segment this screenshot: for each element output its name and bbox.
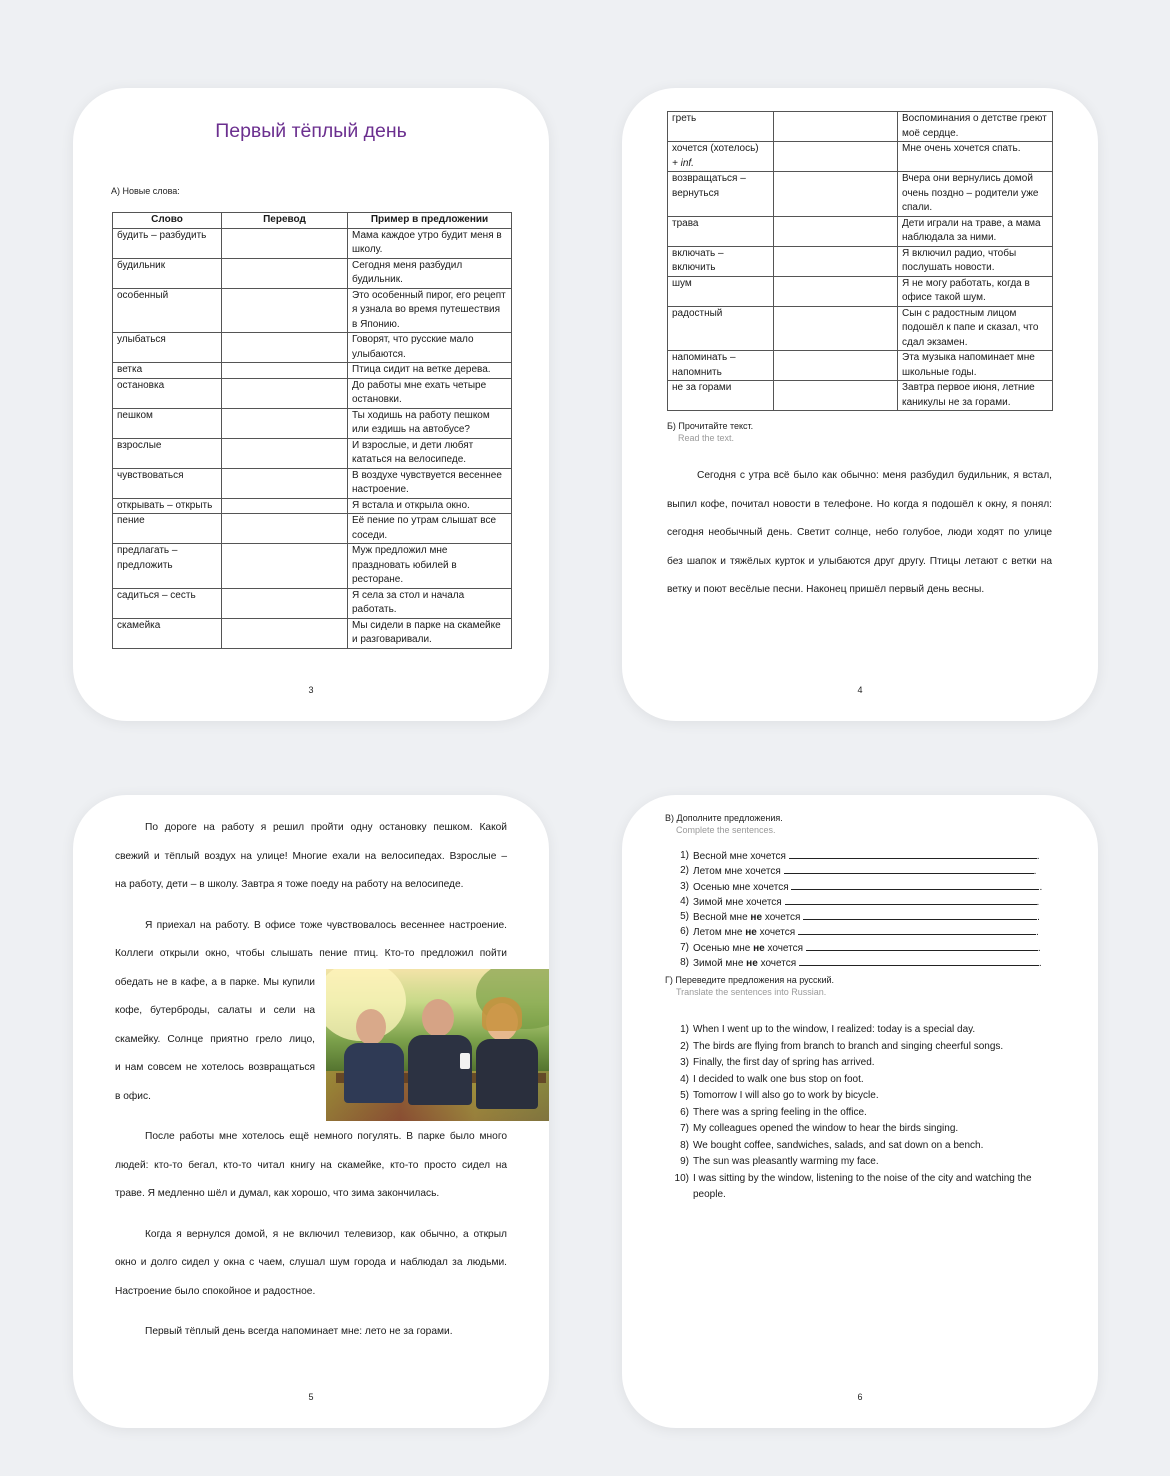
list-item: 4) Зимой мне хочется .: [665, 895, 1055, 910]
vocabulary-table-continued: [667, 111, 1053, 411]
word-text: особенный: [117, 289, 169, 301]
translation-cell[interactable]: [774, 276, 898, 306]
word-text: не за горами: [672, 382, 732, 393]
word-cell: [113, 378, 222, 408]
word-text: ветка: [117, 364, 143, 375]
header-word: Слово: [113, 213, 222, 229]
example-cell: Я встала и открыла окно.: [348, 498, 512, 514]
example-cell: Сегодня меня разбудил будильник.: [348, 258, 512, 288]
section-v-label: [665, 813, 783, 835]
table-row: [113, 468, 512, 498]
word-cell: [113, 333, 222, 363]
word-text: возвращаться – вернуться: [672, 173, 746, 199]
translation-cell[interactable]: [774, 172, 898, 217]
page-number: 5: [308, 1392, 314, 1402]
sentence-text: Tomorrow I will also go to work by bicycle.: [693, 1090, 879, 1101]
list-item: [665, 1072, 1055, 1089]
sentence-text: Finally, the first day of spring has arrived.: [693, 1057, 875, 1068]
example-cell: До работы мне ехать четыре остановки.: [348, 378, 512, 408]
word-text: садиться – сесть: [117, 589, 196, 601]
list-item: 7) Осенью мне не хочется .: [665, 941, 1055, 956]
text-line: ветку и поют весёлые песни. Наконец пришёл первый день весны.: [667, 584, 985, 595]
text-line: кофе, бутерброды, салаты и сели на: [115, 1005, 315, 1016]
table-row: [113, 498, 512, 514]
sentence-text: I decided to walk one bus stop on foot.: [693, 1073, 864, 1085]
translation-cell[interactable]: [222, 378, 348, 408]
table-row: [668, 142, 1053, 172]
translation-cell[interactable]: [774, 306, 898, 351]
item-number: 9): [680, 1156, 689, 1167]
list-item: [665, 1121, 1055, 1138]
translation-cell[interactable]: [222, 408, 348, 438]
negation: не: [745, 927, 757, 939]
word-text: напоминать – напомнить: [672, 352, 736, 378]
list-item: [665, 1039, 1055, 1056]
page-5: [73, 795, 549, 1428]
word-cell: [113, 468, 222, 498]
answer-blank[interactable]: [806, 941, 1038, 951]
sentence-text: When I went up to the window, I realized: today is a special day.: [693, 1024, 976, 1035]
item-number: 2): [680, 1040, 689, 1052]
word-cell: [668, 216, 774, 246]
sentence-start: Зимой мне: [693, 896, 744, 908]
table-row: [113, 258, 512, 288]
word-cell: [113, 363, 222, 379]
text-line: выпил кофе, почитал новости в телефоне. Но когда я подошёл к окну, я понял:: [667, 498, 1052, 510]
table-row: [113, 544, 512, 589]
sentence-start: Зимой мне: [693, 958, 744, 970]
text-line: Настроение было спокойное и радостное.: [115, 1285, 316, 1297]
header-example: Пример в предложении: [348, 213, 512, 229]
table-row: [668, 246, 1053, 276]
example-cell: Ты ходишь на работу пешком или ездишь на автобусе?: [348, 408, 512, 438]
translation-cell[interactable]: [222, 438, 348, 468]
item-number: 1): [680, 850, 689, 861]
table-row: [113, 514, 512, 544]
word-text: греть: [672, 113, 697, 124]
text-line: без шапок и тяжёлых курток и улыбаются друг другу. Птицы летают с ветки на: [667, 555, 1052, 567]
word-cell: [113, 408, 222, 438]
translation-cell[interactable]: [222, 498, 348, 514]
word-text: будить – разбудить: [117, 229, 207, 241]
sentence-text: We bought coffee, sandwiches, salads, and sat down on a bench.: [693, 1139, 984, 1151]
verb: хочется: [750, 851, 786, 862]
item-number: 6): [680, 926, 689, 938]
translation-cell[interactable]: [774, 351, 898, 381]
word-text: взрослые: [117, 439, 162, 451]
table-row: [668, 276, 1053, 306]
example-cell: Муж предложил мне праздновать юбилей в ресторане.: [348, 544, 512, 589]
translation-cell[interactable]: [222, 228, 348, 258]
complete-sentences-list: [665, 849, 1055, 971]
word-cell: [113, 438, 222, 468]
table-header-row: [113, 213, 512, 229]
word-cell: [113, 498, 222, 514]
table-row: [113, 288, 512, 333]
answer-blank[interactable]: [789, 849, 1037, 859]
table-row: [113, 378, 512, 408]
verb: хочется: [759, 927, 796, 939]
page-number: 6: [857, 1392, 863, 1402]
table-row: [113, 363, 512, 379]
example-cell: Дети играли на траве, а мама наблюдала за ними.: [898, 216, 1053, 246]
sentence-start: Летом мне: [693, 866, 743, 878]
negation: не: [746, 958, 758, 970]
word-text: скамейка: [117, 619, 161, 631]
page-3: [73, 88, 549, 721]
text-line: свежий и тёплый воздух на улице! Многие ехали на велосипедах. Взрослые –: [115, 850, 507, 862]
word-text: открывать – открыть: [117, 499, 213, 511]
table-row: [668, 112, 1053, 142]
example-cell: И взрослые, и дети любят кататься на велосипеде.: [348, 438, 512, 468]
page-number: 4: [857, 685, 863, 695]
page-4: [622, 88, 1098, 721]
text-line: Я приехал на работу. В офисе тоже чувствовалось весеннее настроение.: [145, 919, 507, 931]
list-item: 8) Зимой мне не хочется .: [665, 956, 1055, 971]
translation-cell[interactable]: [774, 216, 898, 246]
text-line: траве. Я медленно шёл и думал, как хорошо, что зима закончилась.: [115, 1188, 440, 1199]
answer-blank[interactable]: [784, 864, 1034, 874]
page-title: Первый тёплый день: [215, 120, 407, 142]
word-cell: [113, 618, 222, 648]
translation-cell[interactable]: [222, 588, 348, 618]
item-number: 3): [680, 1057, 689, 1068]
word-text: чувствоваться: [117, 469, 184, 481]
table-row: [668, 381, 1053, 411]
park-photo: [326, 969, 549, 1121]
sentence-text: I was sitting by the window, listening to the noise of the city and watching the people.: [693, 1172, 1032, 1200]
list-item: 2) Летом мне хочется .: [665, 864, 1055, 879]
section-v-english: Complete the sentences.: [676, 825, 776, 835]
text-line: После работы мне хотелось ещё немного погулять. В парке было много: [145, 1131, 507, 1142]
list-item: 3) Осенью мне хочется .: [665, 880, 1055, 895]
example-cell: Мне очень хочется спать.: [898, 142, 1053, 172]
item-number: 1): [680, 1024, 689, 1035]
negation: не: [750, 912, 763, 924]
item-number: 8): [680, 957, 689, 969]
list-item: 5) Весной мне не хочется .: [665, 910, 1055, 925]
word-text: радостный: [672, 307, 723, 319]
item-number: 3): [680, 880, 689, 892]
answer-blank[interactable]: [798, 925, 1036, 935]
reading-text: [667, 462, 1052, 605]
translation-cell[interactable]: [774, 246, 898, 276]
translation-cell[interactable]: [222, 468, 348, 498]
example-cell: Я не могу работать, когда в офисе такой шум.: [898, 276, 1053, 306]
table-row: [668, 172, 1053, 217]
list-item: [665, 1055, 1055, 1072]
translation-cell[interactable]: [222, 333, 348, 363]
word-text: остановка: [117, 379, 165, 391]
word-text: хочется (хотелось): [672, 143, 759, 154]
translate-sentences-list: [665, 1022, 1055, 1204]
item-number: 4): [680, 1073, 689, 1085]
word-text: будильник: [117, 259, 166, 271]
translation-cell[interactable]: [222, 288, 348, 333]
text-line: Сегодня с утра всё было как обычно: меня разбудил будильник, я встал,: [697, 470, 1052, 481]
word-cell: [668, 306, 774, 351]
translation-cell[interactable]: [222, 618, 348, 648]
verb: хочется: [746, 896, 782, 908]
text-line: По дороге на работу я решил пройти одну остановку пешком. Какой: [145, 822, 507, 833]
word-cell: [113, 514, 222, 544]
translation-cell[interactable]: [222, 514, 348, 544]
sentence-start: Осенью мне: [693, 881, 751, 893]
example-cell: Вчера они вернулись домой очень поздно – родители уже спали.: [898, 172, 1053, 217]
example-cell: Мы сидели в парке на скамейке и разговаривали.: [348, 618, 512, 648]
answer-blank[interactable]: [799, 956, 1039, 966]
text-line: Когда я вернулся домой, я не включил телевизор, как обычно, а открыл: [145, 1228, 507, 1240]
word-text: шум: [672, 277, 692, 289]
verb: хочется: [764, 912, 801, 924]
item-number: 2): [680, 865, 689, 877]
item-number: 5): [680, 911, 689, 923]
word-cell: [668, 381, 774, 411]
word-cell: [668, 246, 774, 276]
word-text: улыбаться: [117, 334, 166, 345]
text-line: окно и долго сидел у окна с чаем, слушал шум города и наблюдал за людьми.: [115, 1257, 507, 1268]
word-cell: [668, 351, 774, 381]
verb: хочется: [753, 881, 789, 893]
example-cell: Сын с радостным лицом подошёл к папе и сказал, что сдал экзамен.: [898, 306, 1053, 351]
item-number: 5): [680, 1090, 689, 1101]
example-cell: Эта музыка напоминает мне школьные годы.: [898, 351, 1053, 381]
item-number: 7): [680, 941, 689, 953]
example-cell: Мама каждое утро будит меня в школу.: [348, 228, 512, 258]
translation-cell[interactable]: [774, 112, 898, 142]
section-g-title: Г) Переведите предложения на русский.: [665, 975, 835, 985]
list-item: [665, 1154, 1055, 1171]
example-cell: Её пение по утрам слышат все соседи.: [348, 514, 512, 544]
list-item: [665, 1105, 1055, 1122]
word-cell: [668, 112, 774, 142]
answer-blank[interactable]: [791, 880, 1039, 890]
text-line: скамейку. Солнце приятно грело лицо,: [115, 1033, 315, 1045]
section-b-label: [667, 421, 753, 443]
text-line: в офис.: [115, 1090, 151, 1102]
example-cell: Завтра первое июня, летние каникулы не за горами.: [898, 381, 1053, 411]
answer-blank[interactable]: [803, 910, 1037, 920]
sentence-start: Летом мне: [693, 927, 743, 939]
translation-cell[interactable]: [222, 258, 348, 288]
text-line: Первый тёплый день всегда напоминает мне: лето не за горами.: [145, 1326, 453, 1337]
translation-cell[interactable]: [774, 142, 898, 172]
section-g-label: [665, 975, 834, 997]
translation-cell[interactable]: [774, 381, 898, 411]
list-item: [665, 1022, 1055, 1039]
example-cell: Воспоминания о детстве греют моё сердце.: [898, 112, 1053, 142]
item-number: 4): [680, 895, 689, 907]
page-6: [622, 795, 1098, 1428]
verb: хочется: [745, 866, 781, 878]
table-row: [113, 618, 512, 648]
section-a-label: А) Новые слова:: [111, 186, 180, 196]
vocabulary-table: [112, 212, 512, 649]
text-line: и нам совсем не хотелось возвращаться: [115, 1062, 315, 1073]
word-cell: [668, 172, 774, 217]
verb: хочется: [760, 958, 797, 970]
verb: хочется: [767, 942, 804, 954]
word-cell: [113, 258, 222, 288]
sentence-text: My colleagues opened the window to hear the birds singing.: [693, 1123, 959, 1134]
table-row: [113, 228, 512, 258]
word-cell: [668, 276, 774, 306]
header-translation: Перевод: [222, 213, 348, 229]
example-cell: Это особенный пирог, его рецепт я узнала во время путешествия в Японию.: [348, 288, 512, 333]
section-v-title: В) Дополните предложения.: [665, 813, 783, 823]
item-number: 8): [680, 1139, 689, 1151]
word-cell: [113, 544, 222, 589]
section-b-english: Read the text.: [678, 433, 735, 443]
negation: не: [753, 942, 765, 954]
list-item: [665, 1171, 1055, 1204]
item-number: 7): [680, 1123, 689, 1134]
example-cell: Птица сидит на ветке дерева.: [348, 363, 512, 379]
sentence-text: The birds are flying from branch to branch and singing cheerful songs.: [693, 1040, 1004, 1052]
list-item: 1) Весной мне хочется .: [665, 849, 1055, 864]
word-extra: + inf.: [672, 157, 694, 169]
word-cell: [668, 142, 774, 172]
list-item: [665, 1138, 1055, 1155]
section-b-title: Б) Прочитайте текст.: [667, 421, 754, 431]
answer-blank[interactable]: [785, 895, 1037, 905]
sentence-start: Весной мне: [693, 912, 748, 924]
table-row: [113, 588, 512, 618]
example-cell: Я включил радио, чтобы послушать новости.: [898, 246, 1053, 276]
list-item: [665, 1088, 1055, 1105]
table-row: [668, 216, 1053, 246]
example-cell: В воздухе чувствуется весеннее настроение.: [348, 468, 512, 498]
item-number: 10): [674, 1172, 689, 1184]
translation-cell[interactable]: [222, 544, 348, 589]
word-cell: [113, 588, 222, 618]
sentence-text: There was a spring feeling in the office.: [693, 1106, 867, 1118]
text-line: на работу, дети – в школу. Завтра я тоже поеду на работу на велосипеде.: [115, 879, 464, 890]
table-row: [113, 408, 512, 438]
text-line: Коллеги открыли окно, чтобы слышать пение птиц. Кто-то предложил пойти: [115, 948, 507, 959]
table-row: [113, 333, 512, 363]
section-g-english: Translate the sentences into Russian.: [676, 987, 827, 997]
item-number: 6): [680, 1106, 689, 1118]
sentence-text: The sun was pleasantly warming my face.: [693, 1156, 879, 1167]
text-line: сегодня необычный день. Светит солнце, небо голубое, люди ходят по улице: [667, 527, 1052, 538]
sentence-start: Весной мне: [693, 851, 748, 862]
word-cell: [113, 228, 222, 258]
text-line: обедать не в кафе, а в парке. Мы купили: [115, 976, 315, 988]
table-row: [668, 306, 1053, 351]
example-cell: Я села за стол и начала работать.: [348, 588, 512, 618]
list-item: 6) Летом мне не хочется .: [665, 925, 1055, 940]
word-text: трава: [672, 217, 699, 229]
page-number: 3: [308, 685, 314, 695]
word-text: предлагать – предложить: [117, 545, 178, 571]
word-cell: [113, 288, 222, 333]
text-line: людей: кто-то бегал, кто-то читал книгу на скамейке, кто-то просто сидел на: [115, 1159, 507, 1171]
example-cell: Говорят, что русские мало улыбаются.: [348, 333, 512, 363]
word-text: включать – включить: [672, 247, 724, 273]
word-text: пение: [117, 515, 145, 526]
word-text: пешком: [117, 409, 153, 421]
translation-cell[interactable]: [222, 363, 348, 379]
table-row: [668, 351, 1053, 381]
table-row: [113, 438, 512, 468]
sentence-start: Осенью мне: [693, 942, 751, 954]
